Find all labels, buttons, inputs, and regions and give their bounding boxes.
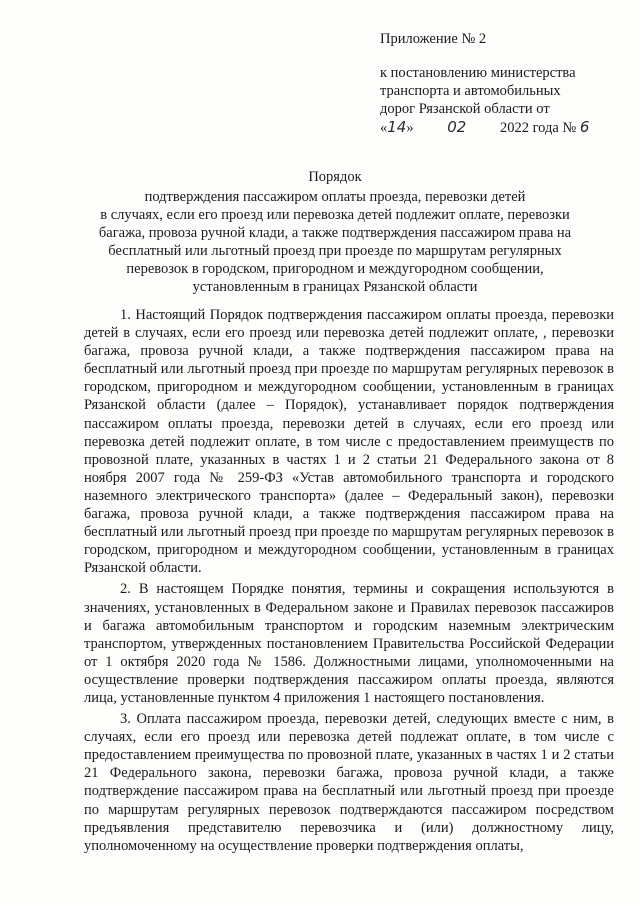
date-open-quote: « [380,120,388,136]
resolution-line-3: дорог Рязанской области от [380,101,550,117]
date-month-handwritten: 02 [447,118,467,136]
document-body [84,306,614,858]
appendix-header [380,30,630,137]
title-main: Порядок [308,169,362,185]
paragraph-3: 3. Оплата пассажиром проезда, перевозки детей, следующих вместе с ним, в случаях, если его проезд или перевозка детей подлежат оплате, в том числе с предоставлением преимущества по провозной плате, указанных в частях 1 и 2 статьи 21 Федерального закона, перевозки багажа, провоза ручной клади, а также подтверждение пассажиром права на бесплатный или льготный проезд при проезде по маршрутам регулярных перевозок подтверждаются пассажиром посредством предъявления представителю перевозчика и (или) должностному лицу, уполномоченному на осуществление проверки подтверждения оплаты, [84,711,614,854]
title-line-4: бесплатный или льготный проезд при проезде по маршрутам регулярных [108,243,562,259]
resolution-line-2: транспорта и автомобильных [380,83,561,99]
document-title [60,168,610,296]
date-day-handwritten: 14 [387,118,407,136]
title-line-1: подтверждения пассажиром оплаты проезда, перевозки детей [144,189,526,205]
title-line-6: установленным в границах Рязанской области [192,279,478,295]
resolution-date-line [380,118,630,137]
paragraph-2: 2. В настоящем Порядке понятия, термины и сокращения используются в значениях, установленных в Федеральном законе и Правилах перевозок пассажиров и багажа автомобильным транспортом и городским наземным электрическим транспортом, утвержденных постановлением Правительства Российской Федерации от 1 октября 2020 года № 1586. Должностными лицами, уполномоченными на осуществление проверки подтверждения пассажиром оплаты проезда, являются лица, установленные пунктом 4 приложения 1 настоящего постановления. [84,581,614,706]
date-year: 2022 года № [499,120,577,136]
title-line-3: багажа, провоза ручной клади, а также подтверждения пассажиром права на [98,225,572,241]
paragraph-1: 1. Настоящий Порядок подтверждения пассажиром оплаты проезда, перевозки детей в случаях, если его проезд или перевозка детей подлежит оплате, , перевозки багажа, провоза ручной клади, а также подтверждения пассажиром права на бесплатный или льготный проезд при проезде по маршрутам регулярных перевозок в городском, пригородном и междугородном сообщении, установленным в границах Рязанской области (далее – Порядок), устанавливает порядок подтверждения пассажиром оплаты проезда, перевозки детей в случаях, если его проезд или перевозка детей подлежит оплате, в том числе с предоставлением преимуществ по провозной плате, указанных в частях 1 и 2 статьи 21 Федерального закона от 8 ноября 2007 года № 259-ФЗ «Устав автомобильного транспорта и городского наземного электрического транспорта» (далее – Федеральный закон), перевозки багажа, провоза ручной клади, а также подтверждения пассажиром права на бесплатный или льготный проезд при проезде по маршрутам регулярных перевозок в городском, пригородном и междугородном сообщении, установленным в границах Рязанской области. [84,307,614,577]
title-line-2: в случаях, если его проезд или перевозка детей подлежит оплате, перевозки [100,207,570,223]
title-line-5: перевозок в городском, пригородном и междугородном сообщении, [126,261,544,277]
appendix-title: Приложение № 2 [380,31,487,47]
resolution-line-1: к постановлению министерства [380,65,576,81]
date-close-quote: » [406,120,414,136]
document-number-handwritten: 6 [579,118,590,136]
